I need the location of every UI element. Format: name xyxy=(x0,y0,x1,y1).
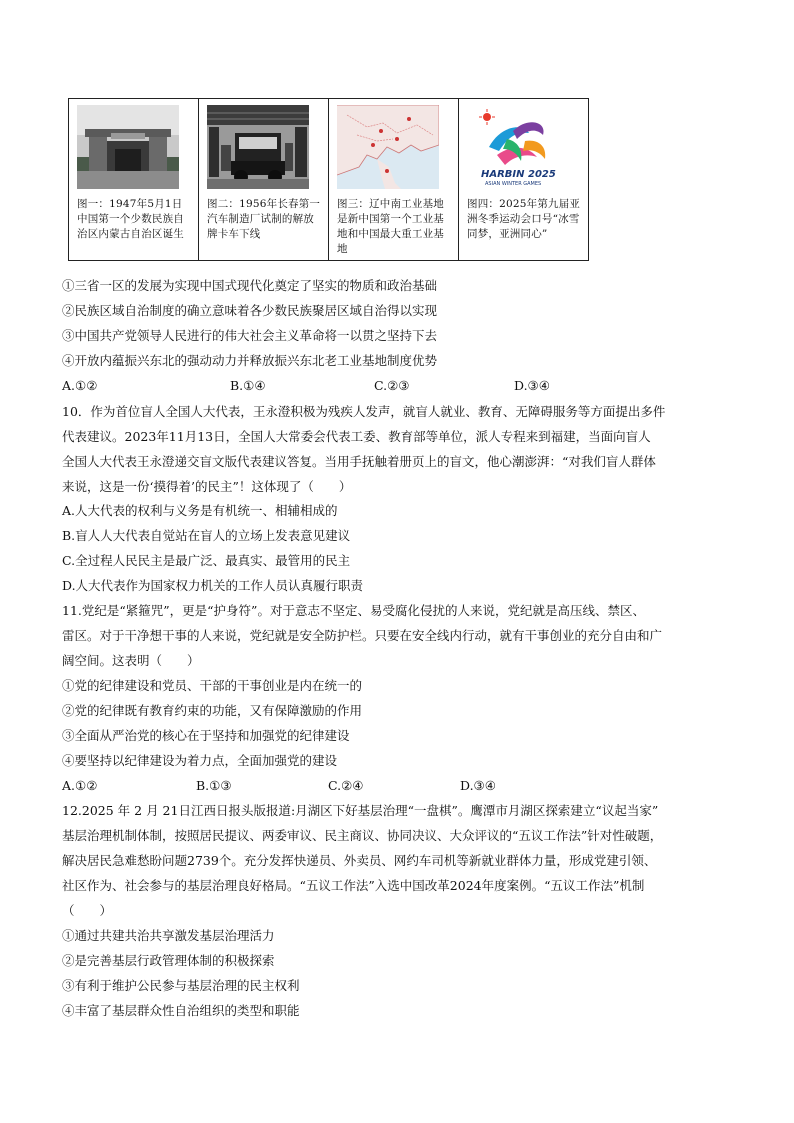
q11-option-a[interactable]: A.①② xyxy=(62,778,98,793)
figure-1 xyxy=(69,99,199,260)
q9-item-1: ①三省一区的发展为实现中国式现代化奠定了坚实的物质和政治基础 xyxy=(62,278,438,293)
q11-option-b[interactable]: B.①③ xyxy=(196,778,232,793)
q11-stem-line-2: 雷区。对于干净想干事的人来说，党纪就是安全防护栏。只要在安全线内行动，就有干事创业的充分自由和广 xyxy=(62,628,663,643)
q9-option-d[interactable]: D.③④ xyxy=(514,378,550,393)
figure-table xyxy=(68,98,589,261)
q12-stem-line-5: （ ） xyxy=(62,903,113,918)
q10-stem-line-2: 代表建议。2023年11月13日，全国人大常委会代表工委、教育部等单位，派人专程来到福建，当面向盲人 xyxy=(62,429,651,444)
q9-item-3: ③中国共产党领导人民进行的伟大社会主义革命将一以贯之坚持下去 xyxy=(62,328,438,343)
q12-stem-line-3: 解决居民急难愁盼问题2739个。充分发挥快递员、外卖员、网约车司机等新就业群体力量，形成党建引领、 xyxy=(62,853,657,868)
truck-factory-photo-icon xyxy=(207,105,309,189)
arch-gate-photo-icon xyxy=(77,105,179,189)
q12-item-1: ①通过共建共治共享激发基层治理活力 xyxy=(62,928,275,943)
figure-4 xyxy=(459,99,588,260)
q9-option-b[interactable]: B.①④ xyxy=(230,378,266,393)
q11-item-2: ②党的纪律既有教育约束的功能，又有保障激励的作用 xyxy=(62,703,363,718)
q10-option-b[interactable]: B.盲人人大代表自觉站在盲人的立场上发表意见建议 xyxy=(62,528,351,543)
harbin-2025-logo-icon xyxy=(467,105,569,189)
figure-3-caption: 图三：辽中南工业基地是新中国第一个工业基地和中国最大重工业基地 xyxy=(337,198,444,255)
figure-4-caption: 图四：2025年第九届亚洲冬季运动会口号“冰雪同梦，亚洲同心” xyxy=(467,198,581,240)
logo-sub-text: ASIAN WINTER GAMES xyxy=(485,181,542,187)
figure-3 xyxy=(329,99,459,260)
q11-option-c[interactable]: C.②④ xyxy=(328,778,364,793)
figure-2-caption: 图二：1956年长春第一汽车制造厂试制的解放牌卡车下线 xyxy=(207,198,321,240)
logo-brand-text: HARBIN 2025 xyxy=(481,169,556,180)
q11-option-d[interactable]: D.③④ xyxy=(460,778,496,793)
q11-item-1: ①党的纪律建设和党员、干部的干事创业是内在统一的 xyxy=(62,678,363,693)
q9-option-c[interactable]: C.②③ xyxy=(374,378,410,393)
q12-stem-line-2: 基层治理机制体制，按照居民提议、两委审议、民主商议、协同决议、大众评议的“五议工作法”针对性破题， xyxy=(62,828,663,843)
q11-stem-line-1: 11.党纪是“紧箍咒”，更是“护身符”。对于意志不坚定、易受腐化侵扰的人来说，党纪就是高压线、禁区、 xyxy=(62,603,645,618)
q10-option-d[interactable]: D.人大代表作为国家权力机关的工作人员认真履行职责 xyxy=(62,578,364,593)
q12-item-2: ②是完善基层行政管理体制的积极探索 xyxy=(62,953,275,968)
q9-item-2: ②民族区域自治制度的确立意味着各少数民族聚居区域自治得以实现 xyxy=(62,303,438,318)
liaoning-map-icon xyxy=(337,105,439,189)
figure-2 xyxy=(199,99,329,260)
q11-stem-line-3: 阔空间。这表明（ ） xyxy=(62,653,200,668)
q12-item-4: ④丰富了基层群众性自治组织的类型和职能 xyxy=(62,1003,300,1018)
q9-option-a[interactable]: A.①② xyxy=(62,378,98,393)
figure-1-caption: 图一：1947年5月1日中国第一个少数民族自治区内蒙古自治区诞生 xyxy=(77,198,184,240)
q10-stem-line-1: 10．作为首位盲人全国人大代表，王永澄积极为残疾人发声，就盲人就业、教育、无障碍服务等方面提出多件 xyxy=(62,404,666,419)
q10-stem-line-4: 来说，这是一份‘摸得着’的民主”！这体现了（ ） xyxy=(62,479,352,494)
q10-option-a[interactable]: A.人大代表的权利与义务是有机统一、相辅相成的 xyxy=(62,503,338,518)
q11-item-4: ④要坚持以纪律建设为着力点，全面加强党的建设 xyxy=(62,753,338,768)
q9-item-4: ④开放内蕴振兴东北的强动动力并释放振兴东北老工业基地制度优势 xyxy=(62,353,438,368)
q11-item-3: ③全面从严治党的核心在于坚持和加强党的纪律建设 xyxy=(62,728,350,743)
q12-stem-line-1: 12.2025 年 2 月 21日江西日报头版报道:月湖区下好基层治理“一盘棋”。鹰潭市月湖区探索建立“议起当家” xyxy=(62,803,659,818)
q12-stem-line-4: 社区作为、社会参与的基层治理良好格局。“五议工作法”入选中国改革2024年度案例。“五议工作法”机制 xyxy=(62,878,645,893)
q10-stem-line-3: 全国人大代表王永澄递交盲文版代表建议答复。当用手抚触着册页上的盲文，他心潮澎湃：“对我们盲人群体 xyxy=(62,454,656,469)
q12-item-3: ③有利于维护公民参与基层治理的民主权利 xyxy=(62,978,300,993)
q10-option-c[interactable]: C.全过程人民民主是最广泛、最真实、最管用的民主 xyxy=(62,553,351,568)
